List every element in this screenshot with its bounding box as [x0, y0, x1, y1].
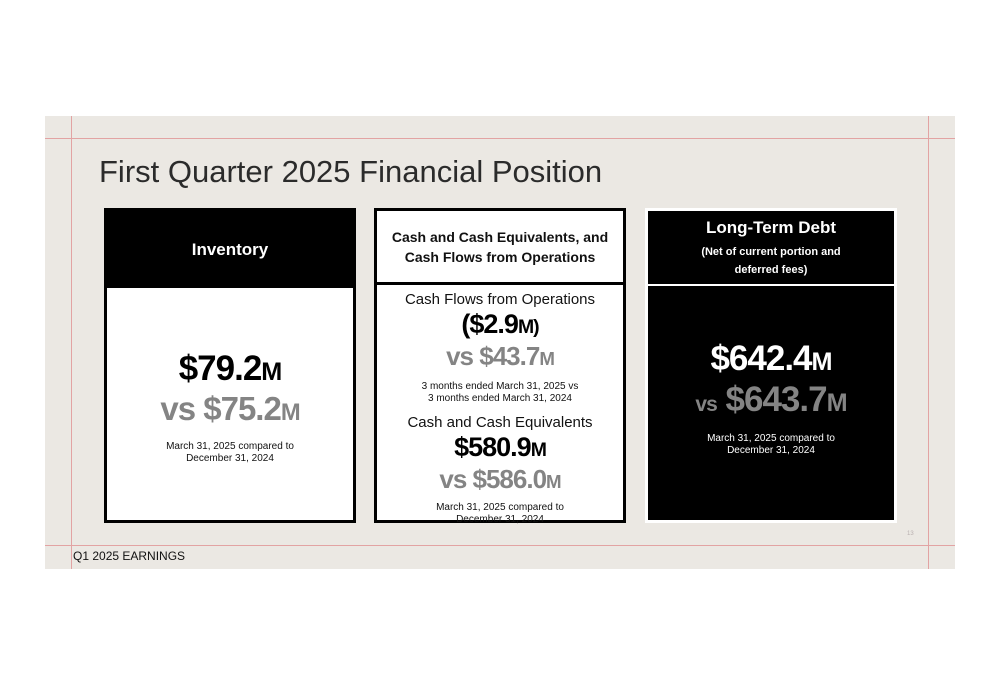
debt-subheader-line2: deferred fees)	[734, 263, 808, 276]
cce-compare-amount: $586.0	[472, 464, 547, 494]
cfo-note-line2: 3 months ended March 31, 2024	[428, 393, 572, 404]
inventory-note	[107, 441, 353, 465]
footer-label: Q1 2025 EARNINGS	[73, 549, 186, 563]
cfo-compare	[377, 343, 623, 369]
debt-note	[648, 433, 894, 457]
cce-compare-unit: M	[546, 471, 561, 492]
debt-compare	[648, 382, 894, 417]
debt-value-amount: $642.4	[710, 339, 812, 378]
debt-compare-unit: M	[826, 389, 847, 417]
cce-note-line1: March 31, 2025 compared to	[436, 502, 564, 513]
inventory-value	[107, 351, 353, 386]
guide-line-right	[928, 116, 929, 569]
cce-compare	[377, 466, 623, 492]
guide-line-bottom	[45, 545, 955, 546]
cce-note	[377, 502, 623, 526]
cash-header-line1: Cash and Cash Equivalents, and	[391, 228, 609, 245]
debt-note-line1: March 31, 2025 compared to	[707, 433, 835, 444]
debt-card	[645, 208, 897, 523]
page-number: 13	[907, 531, 914, 537]
cfo-note-line1: 3 months ended March 31, 2025 vs	[421, 381, 579, 392]
cash-card	[374, 208, 626, 523]
inventory-compare-amount: $75.2	[203, 390, 281, 427]
slide	[45, 116, 955, 569]
cce-value	[377, 434, 623, 461]
debt-header	[648, 211, 894, 286]
inventory-compare	[107, 392, 353, 425]
debt-compare-amount: $643.7	[725, 380, 827, 419]
cce-value-amount: $580.9	[454, 432, 531, 462]
inventory-header	[107, 211, 353, 288]
cash-header-line2: Cash Flows from Operations	[404, 248, 596, 265]
guide-line-left	[71, 116, 72, 569]
cce-compare-prefix: vs	[439, 464, 467, 494]
debt-note-line2: December 31, 2024	[727, 445, 815, 456]
debt-body	[648, 286, 894, 520]
cce-note-line2: December 31, 2024	[456, 514, 544, 525]
cfo-compare-unit: M	[539, 348, 554, 369]
debt-value-unit: M	[811, 348, 832, 376]
inventory-value-amount: $79.2	[178, 349, 262, 388]
inventory-body	[107, 288, 353, 520]
cfo-label: Cash Flows from Operations	[404, 291, 596, 308]
guide-line-top	[45, 138, 955, 139]
cce-label: Cash and Cash Equivalents	[407, 414, 593, 431]
debt-header-label: Long-Term Debt	[705, 217, 836, 237]
cce-value-unit: M	[530, 439, 546, 461]
debt-value	[648, 341, 894, 376]
debt-compare-prefix: vs	[695, 393, 717, 416]
inventory-card	[104, 208, 356, 523]
inventory-note-line2: December 31, 2024	[186, 453, 274, 464]
inventory-header-label: Inventory	[191, 239, 269, 259]
cfo-compare-prefix: vs	[446, 341, 473, 371]
inventory-compare-unit: M	[280, 399, 300, 426]
debt-subheader-line1: (Net of current portion and	[701, 245, 841, 258]
slide-title: First Quarter 2025 Financial Position	[99, 154, 603, 189]
cfo-value-amount: ($2.9	[461, 309, 518, 339]
cfo-compare-amount: $43.7	[479, 341, 540, 371]
cfo-note	[377, 381, 623, 405]
inventory-value-unit: M	[261, 358, 282, 386]
cfo-value	[377, 311, 623, 338]
inventory-note-line1: March 31, 2025 compared to	[166, 441, 294, 452]
inventory-compare-prefix: vs	[160, 390, 196, 427]
cash-header	[377, 211, 623, 285]
cfo-value-unit: M)	[517, 316, 539, 338]
cash-body	[377, 285, 623, 525]
